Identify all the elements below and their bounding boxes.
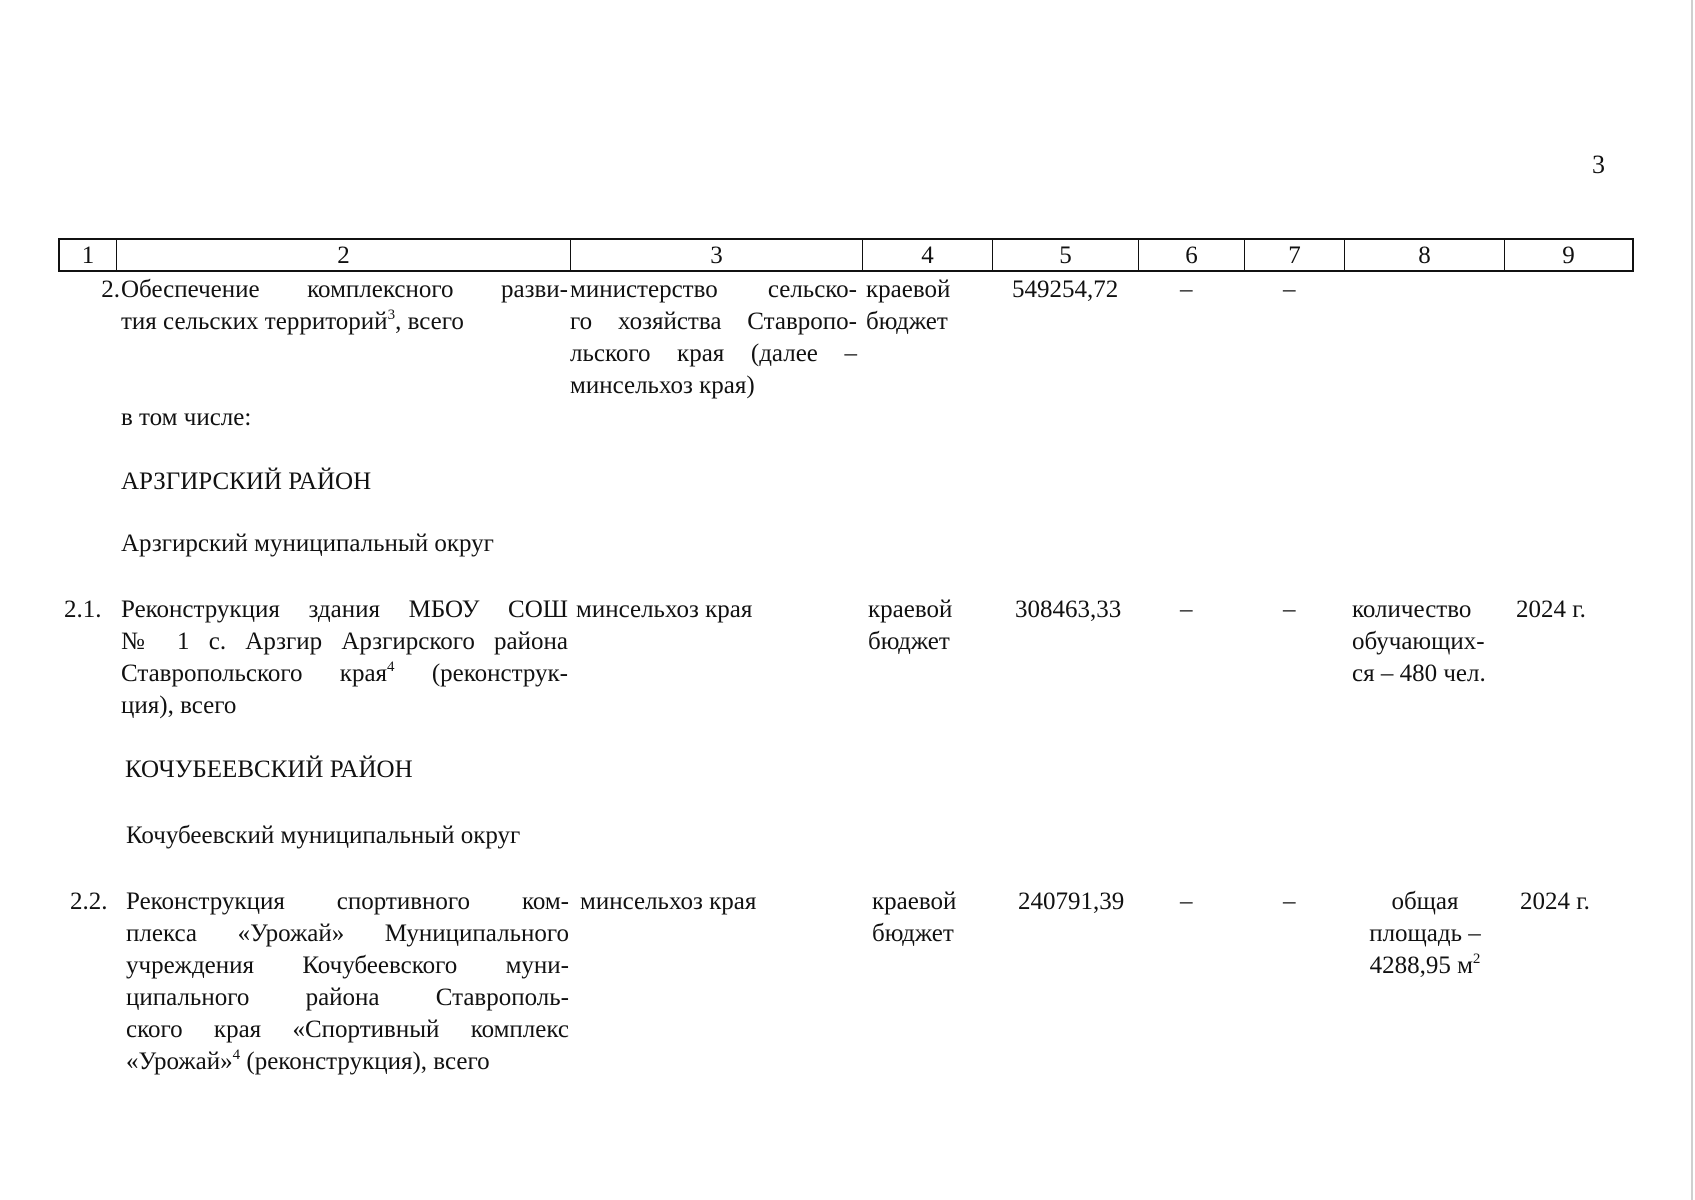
row-2-col6: – [1180,276,1193,303]
row-2-2-indicator: общая площадь – 4288,95 $м^2$ [1369,888,1481,979]
row-2-2-col7: – [1283,888,1296,915]
header-col-2: 2 [116,240,570,270]
header-col-6: 6 [1138,240,1244,270]
row-2-name: Обеспечение комплексного разви- тия сельских территорий$^3$, всего [121,276,568,335]
header-col-8: 8 [1344,240,1504,270]
row-2-2-executor: минсельхоз края [580,888,757,915]
header-col-1: 1 [81,242,95,269]
row-2-col7: – [1283,276,1296,303]
row-2-executor: министерство сельско- го хозяйства Ставропо- льского края (далее – минсельхоз края) [570,276,857,399]
page-number: 3 [1592,150,1605,179]
row-2-1-executor: минсельхоз края [576,596,753,623]
header-col-3: 3 [570,240,862,270]
row-2-2-amount: 240791,39 [1018,888,1125,915]
row-2-1-year: 2024 г. [1516,596,1586,623]
including-label: в том числе: [121,404,252,431]
page-edge [1691,0,1693,1200]
row-2-amount: 549254,72 [1012,276,1119,303]
header-col-4: 4 [862,240,992,270]
header-col-5: 5 [992,240,1138,270]
row-2-1-col7: – [1283,596,1296,623]
district-kochubeev: КОЧУБЕЕВСКИЙ РАЙОН [125,756,413,783]
district-arzgir: АРЗГИРСКИЙ РАЙОН [121,468,372,495]
row-2-2-year: 2024 г. [1520,888,1590,915]
row-2-1-name: Реконструкция здания МБОУ СОШ № 1 с. Арзгир Арзгирского района Ставропольского края$^4$ (реконструк- ция), всего [121,596,568,719]
row-2-1-amount: 308463,33 [1015,596,1122,623]
row-2-2-source: краевой бюджет [872,888,957,947]
header-col-9: 9 [1504,240,1632,270]
row-2-2-col6: – [1180,888,1193,915]
row-2-1-number: 2.1. [64,596,102,623]
column-number-header [58,238,1634,272]
row-2-1-indicator: количество обучающих- ся – 480 чел. [1352,596,1486,687]
row-2-2-name: Реконструкция спортивного ком- плекса «Урожай» Муниципального учреждения Кочубеевского муни- ципального района Ставрополь- ского края «Спортивный комплекс «Урожай»$^4$ (реконструкция), всего [126,888,569,1075]
row-2-1-col6: – [1180,596,1193,623]
row-2-2-number: 2.2. [70,888,108,915]
row-2-source: краевой бюджет [866,276,951,335]
okrug-arzgir: Арзгирский муниципальный округ [121,530,494,557]
header-col-7: 7 [1244,240,1344,270]
row-2-number: 2. [101,276,120,303]
row-2-1-source: краевой бюджет [868,596,953,655]
okrug-kochubeev: Кочубеевский муниципальный округ [126,822,521,849]
